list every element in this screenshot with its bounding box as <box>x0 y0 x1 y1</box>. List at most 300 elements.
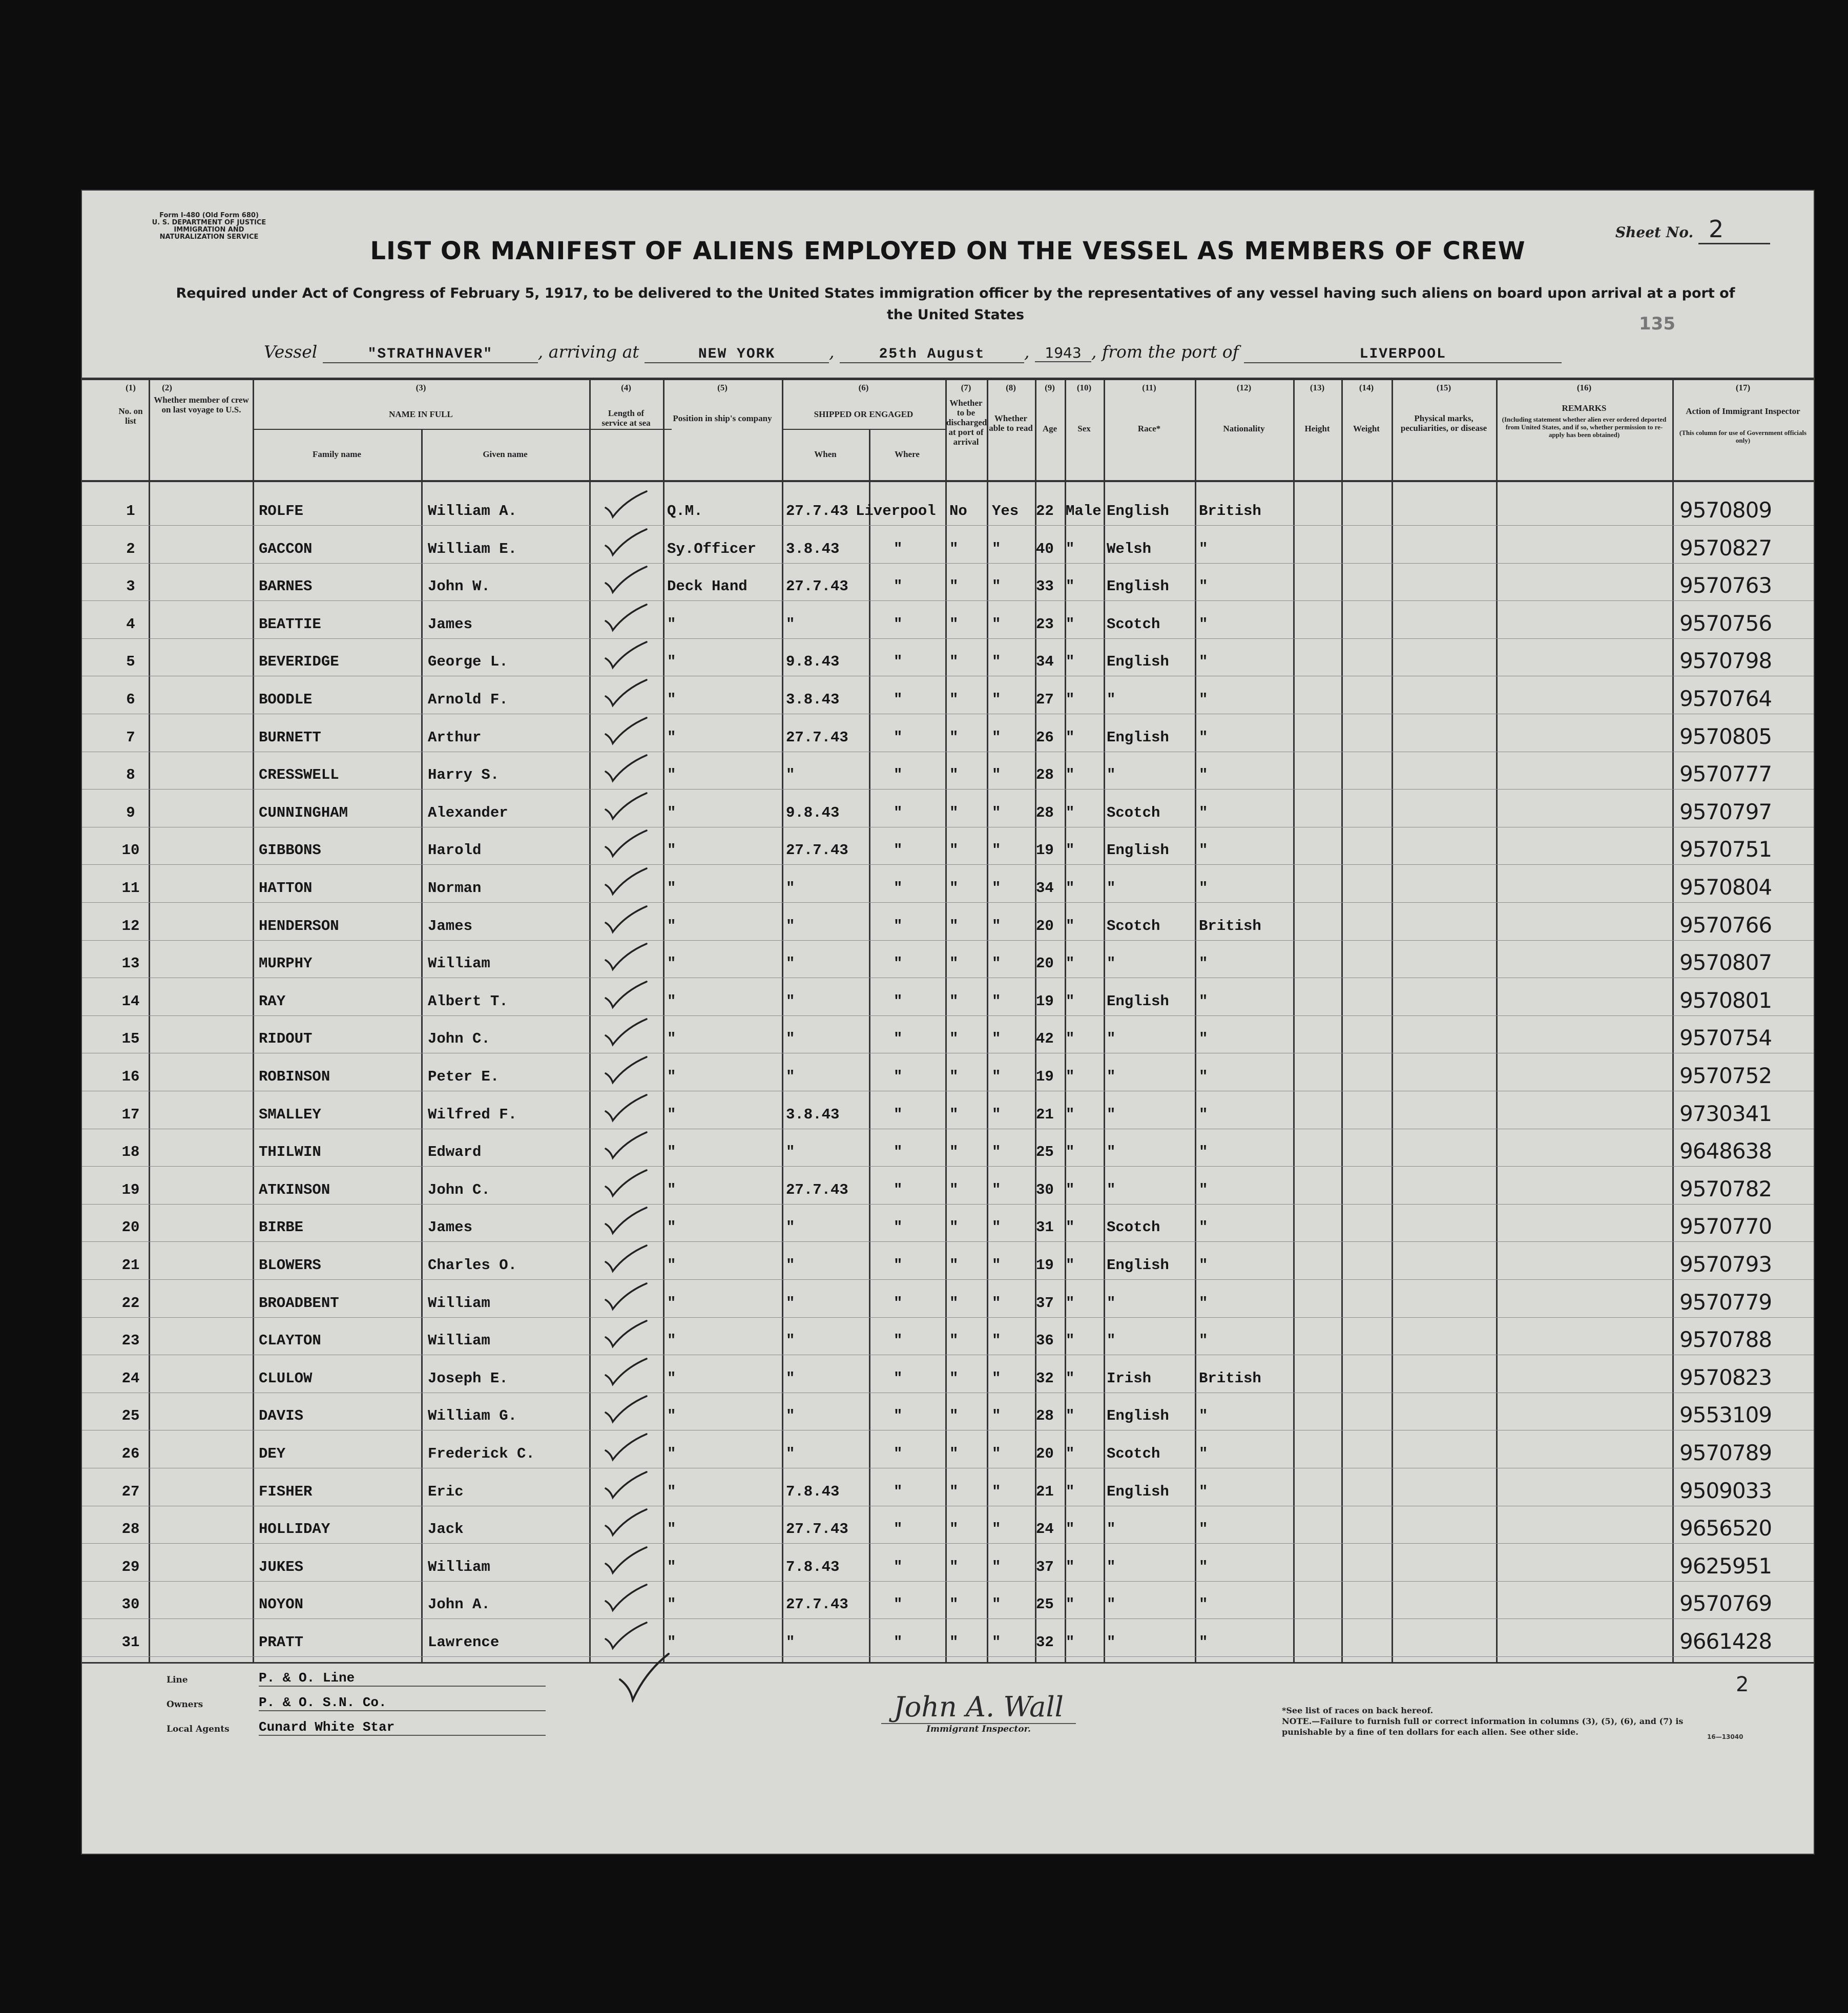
given-name: Jack <box>428 1521 464 1538</box>
age: 32 <box>1036 1634 1054 1651</box>
position: " <box>667 1257 676 1274</box>
to-be-discharged: " <box>949 1369 959 1387</box>
family-name: BROADBENT <box>259 1294 339 1312</box>
column-divider <box>149 378 150 1662</box>
vessel-label: Vessel <box>264 342 318 362</box>
table-row <box>82 684 1814 715</box>
table-row <box>82 533 1814 564</box>
position: Q.M. <box>667 503 703 520</box>
sex: " <box>1066 691 1075 708</box>
col-11-number: (11) <box>1142 383 1156 392</box>
shipped-when: 27.7.43 <box>786 503 848 520</box>
col-3-number: (3) <box>416 383 426 392</box>
to-be-discharged: " <box>949 1257 959 1274</box>
age: 42 <box>1036 1030 1054 1048</box>
vessel-name: "STRATHNAVER" <box>323 346 538 363</box>
row-number: 9 <box>126 804 135 821</box>
position: " <box>667 691 676 708</box>
from-label: , from the port of <box>1091 342 1239 362</box>
shipped-when: " <box>786 992 795 1010</box>
check-mark-icon <box>617 1651 674 1703</box>
position: " <box>667 1294 676 1312</box>
row-number: 23 <box>121 1332 140 1350</box>
row-number: 27 <box>121 1483 140 1500</box>
table-row <box>82 759 1814 790</box>
family-name: NOYON <box>259 1596 304 1613</box>
row-number: 12 <box>121 917 140 935</box>
table-row <box>82 1212 1814 1242</box>
able-to-read: " <box>992 1634 1001 1651</box>
age: 37 <box>1036 1558 1054 1575</box>
sex: " <box>1066 1407 1075 1425</box>
nationality: " <box>1199 1332 1208 1350</box>
to-be-discharged: " <box>949 1483 959 1500</box>
given-name: William <box>428 1332 490 1350</box>
inspector-action-number: 9570754 <box>1679 1025 1772 1051</box>
shipped-where: " <box>894 1521 903 1538</box>
col-7-label: Whether to be discharged at port of arrival <box>946 398 987 447</box>
table-row <box>82 910 1814 941</box>
row-number: 19 <box>121 1181 140 1198</box>
col-6-when-label: When <box>814 449 837 459</box>
col-3-label: NAME IN FULL <box>389 409 453 419</box>
department: U. S. DEPARTMENT OF JUSTICE <box>152 219 266 226</box>
table-row <box>82 1476 1814 1507</box>
table-row <box>82 609 1814 639</box>
table-row <box>82 1325 1814 1356</box>
able-to-read: " <box>992 1068 1001 1085</box>
shipped-when: 3.8.43 <box>786 691 840 708</box>
col-17-number: (17) <box>1735 383 1751 392</box>
check-mark-icon <box>599 1582 656 1613</box>
position: " <box>667 1068 676 1085</box>
sex: " <box>1066 1483 1075 1500</box>
race: English <box>1107 503 1169 520</box>
row-number: 20 <box>121 1219 140 1236</box>
check-mark-icon <box>599 677 656 709</box>
able-to-read: " <box>992 1030 1001 1048</box>
to-be-discharged: " <box>949 880 959 897</box>
check-mark-icon <box>599 752 656 784</box>
crew-table <box>82 378 1814 1662</box>
sex: " <box>1066 1294 1075 1312</box>
departure-port: LIVERPOOL <box>1244 346 1562 363</box>
table-row <box>82 1438 1814 1469</box>
position: " <box>667 955 676 972</box>
table-row <box>82 835 1814 865</box>
position: " <box>667 880 676 897</box>
race: English <box>1107 729 1169 746</box>
shipped-when: " <box>786 1634 795 1651</box>
nationality: British <box>1199 1369 1261 1387</box>
to-be-discharged: " <box>949 1181 959 1198</box>
column-divider <box>1496 378 1498 1662</box>
to-be-discharged: " <box>949 766 959 784</box>
family-name: ROLFE <box>259 503 304 520</box>
given-name: Lawrence <box>428 1634 500 1651</box>
to-be-discharged: " <box>949 1219 959 1236</box>
nationality: " <box>1199 1181 1208 1198</box>
age: 34 <box>1036 880 1054 897</box>
col-5-number: (5) <box>717 383 728 392</box>
position: " <box>667 1483 676 1500</box>
age: 26 <box>1036 729 1054 746</box>
position: " <box>667 615 676 633</box>
shipped-where: " <box>894 804 903 821</box>
shipped-when: " <box>786 955 795 972</box>
table-row <box>82 1589 1814 1620</box>
to-be-discharged: " <box>949 917 959 935</box>
shipped-where: " <box>894 1558 903 1575</box>
table-row <box>82 1551 1814 1582</box>
position: " <box>667 729 676 746</box>
column-divider <box>987 378 988 1662</box>
family-name: CUNNINGHAM <box>259 804 348 821</box>
position: " <box>667 1558 676 1575</box>
age: 28 <box>1036 1407 1054 1425</box>
age: 24 <box>1036 1521 1054 1538</box>
able-to-read: " <box>992 1407 1001 1425</box>
age: 25 <box>1036 1144 1054 1161</box>
shipped-when: 27.7.43 <box>786 1181 848 1198</box>
nationality: British <box>1199 917 1261 935</box>
shipped-where: " <box>894 1596 903 1613</box>
col-12-label: Nationality <box>1223 424 1265 433</box>
able-to-read: " <box>992 1144 1001 1161</box>
shipped-when: 9.8.43 <box>786 653 840 671</box>
col-16-sublabel: (Including statement whether alien ever ordered deported from United States, and if so, whether permission to re-apply has been obtained) <box>1502 416 1667 439</box>
given-name: Frederick C. <box>428 1445 535 1462</box>
race: " <box>1107 880 1116 897</box>
check-mark-icon <box>599 564 656 595</box>
inspector-action-number: 9570805 <box>1679 723 1772 749</box>
sex: " <box>1066 880 1075 897</box>
table-row <box>82 1363 1814 1394</box>
position: " <box>667 1407 676 1425</box>
agents-label: Local Agents <box>167 1724 230 1734</box>
check-mark-icon <box>599 1506 656 1538</box>
footnote <box>1282 1705 1712 1737</box>
inspector-action-number: 9625951 <box>1679 1553 1772 1579</box>
to-be-discharged: " <box>949 653 959 671</box>
row-number: 31 <box>121 1634 140 1651</box>
family-name: PRATT <box>259 1634 304 1651</box>
able-to-read: " <box>992 578 1001 595</box>
table-row <box>82 722 1814 753</box>
row-number: 10 <box>121 842 140 859</box>
given-name: Alexander <box>428 804 508 821</box>
able-to-read: " <box>992 691 1001 708</box>
given-name: Eric <box>428 1483 464 1500</box>
col-11-label: Race* <box>1137 424 1161 433</box>
arrival-year: 1943 <box>1035 344 1091 362</box>
table-row <box>82 948 1814 979</box>
able-to-read: " <box>992 1483 1001 1500</box>
inspector-action-number: 9570766 <box>1679 912 1772 938</box>
shipped-when: 7.8.43 <box>786 1558 840 1575</box>
to-be-discharged: " <box>949 578 959 595</box>
col-14-label: Weight <box>1353 424 1380 433</box>
family-name: THILWIN <box>259 1144 321 1161</box>
family-name: BARNES <box>259 578 313 595</box>
age: 25 <box>1036 1596 1054 1613</box>
position: " <box>667 804 676 821</box>
shipped-where: " <box>894 578 903 595</box>
shipped-when: 3.8.43 <box>786 1106 840 1123</box>
page-mark: 2 <box>1736 1673 1749 1696</box>
age: 19 <box>1036 992 1054 1010</box>
to-be-discharged: " <box>949 1445 959 1462</box>
nationality: " <box>1199 653 1208 671</box>
to-be-discharged: " <box>949 1634 959 1651</box>
sex: " <box>1066 917 1075 935</box>
shipped-where: " <box>894 1219 903 1236</box>
given-name: James <box>428 917 473 935</box>
table-row <box>82 1627 1814 1657</box>
sex: " <box>1066 955 1075 972</box>
table-top-rule <box>82 378 1814 380</box>
col-10-label: Sex <box>1077 424 1091 433</box>
row-number: 7 <box>126 729 135 746</box>
age: 23 <box>1036 615 1054 633</box>
sex: " <box>1066 842 1075 859</box>
row-number: 30 <box>121 1596 140 1613</box>
race: " <box>1107 1030 1116 1048</box>
shipped-where: " <box>894 842 903 859</box>
position: " <box>667 842 676 859</box>
race: Scotch <box>1107 917 1160 935</box>
able-to-read: " <box>992 1369 1001 1387</box>
row-number: 11 <box>121 880 140 897</box>
position: " <box>667 1445 676 1462</box>
row-number: 29 <box>121 1558 140 1575</box>
shipped-when: 27.7.43 <box>786 729 848 746</box>
col-4-label: Length of service at sea <box>601 408 651 428</box>
shipped-when: " <box>786 766 795 784</box>
column-divider <box>1065 378 1066 1662</box>
family-name: JUKES <box>259 1558 304 1575</box>
nationality: " <box>1199 1483 1208 1500</box>
column-divider <box>945 378 947 1662</box>
shipped-where: " <box>894 1483 903 1500</box>
column-divider <box>1035 378 1036 1662</box>
shipped-when: " <box>786 1257 795 1274</box>
nationality: " <box>1199 1257 1208 1274</box>
name-subheader-rule <box>253 429 672 430</box>
inspector-action-number: 9570756 <box>1679 610 1772 636</box>
shipped-when: " <box>786 917 795 935</box>
shipped-when: " <box>786 1445 795 1462</box>
age: 21 <box>1036 1106 1054 1123</box>
check-mark-icon <box>599 941 656 972</box>
age: 34 <box>1036 653 1054 671</box>
able-to-read: " <box>992 729 1001 746</box>
family-name: GACCON <box>259 540 313 557</box>
stamp-number: 135 <box>1639 314 1675 334</box>
race: Scotch <box>1107 804 1160 821</box>
given-name: Joseph E. <box>428 1369 508 1387</box>
able-to-read: " <box>992 1181 1001 1198</box>
table-row <box>82 1099 1814 1130</box>
col-3-family-label: Family name <box>313 449 361 459</box>
given-name: William A. <box>428 503 517 520</box>
race: " <box>1107 1521 1116 1538</box>
given-name: William <box>428 955 490 972</box>
position: " <box>667 1596 676 1613</box>
position: " <box>667 1332 676 1350</box>
col-5-label: Position in ship's company <box>673 413 772 423</box>
nationality: " <box>1199 842 1208 859</box>
to-be-discharged: " <box>949 1068 959 1085</box>
able-to-read: " <box>992 1257 1001 1274</box>
position: " <box>667 766 676 784</box>
sex: " <box>1066 1558 1075 1575</box>
shipped-where: " <box>894 1407 903 1425</box>
given-name: William <box>428 1294 490 1312</box>
column-divider <box>1104 378 1105 1662</box>
nationality: " <box>1199 766 1208 784</box>
table-row <box>82 1174 1814 1205</box>
able-to-read: " <box>992 992 1001 1010</box>
check-mark-icon <box>599 1092 656 1124</box>
sheet-label: Sheet No. <box>1615 224 1694 241</box>
shipped-where: " <box>894 955 903 972</box>
row-number: 25 <box>121 1407 140 1425</box>
race: " <box>1107 1634 1116 1651</box>
shipped-when: " <box>786 1219 795 1236</box>
nationality: " <box>1199 880 1208 897</box>
nationality: " <box>1199 1030 1208 1048</box>
able-to-read: " <box>992 1445 1001 1462</box>
family-name: CRESSWELL <box>259 766 339 784</box>
given-name: George L. <box>428 653 508 671</box>
table-row <box>82 646 1814 677</box>
age: 19 <box>1036 1068 1054 1085</box>
nationality: " <box>1199 691 1208 708</box>
footnote-races: *See list of races on back hereof. <box>1282 1706 1434 1715</box>
shipped-where: " <box>894 1030 903 1048</box>
to-be-discharged: " <box>949 1407 959 1425</box>
given-name: John C. <box>428 1181 490 1198</box>
check-mark-icon <box>599 1242 656 1274</box>
family-name: MURPHY <box>259 955 313 972</box>
shipped-when: 27.7.43 <box>786 578 848 595</box>
given-name: Wilfred F. <box>428 1106 517 1123</box>
inspector-action-number: 9570827 <box>1679 535 1772 561</box>
sex: " <box>1066 540 1075 557</box>
able-to-read: " <box>992 842 1001 859</box>
col-9-number: (9) <box>1045 383 1055 392</box>
row-number: 28 <box>121 1521 140 1538</box>
form-code: 16—13040 <box>1707 1733 1743 1740</box>
inspector-action-number: 9648638 <box>1679 1138 1772 1164</box>
able-to-read: " <box>992 917 1001 935</box>
voyage-line: Vessel "STRATHNAVER" , arriving at NEW YORK , 25th August , 1943 , from the port of LIVERPOOL <box>264 342 1562 363</box>
sex: " <box>1066 1596 1075 1613</box>
race: English <box>1107 1257 1169 1274</box>
race: " <box>1107 1596 1116 1613</box>
position: " <box>667 1181 676 1198</box>
inspector-action-number: 9570797 <box>1679 799 1772 824</box>
race: English <box>1107 992 1169 1010</box>
column-divider <box>1195 378 1196 1662</box>
sex: " <box>1066 1181 1075 1198</box>
race: " <box>1107 1332 1116 1350</box>
family-name: CLAYTON <box>259 1332 321 1350</box>
row-number: 4 <box>126 615 135 633</box>
shipped-when: " <box>786 1294 795 1312</box>
col-15-label: Physical marks, peculiarities, or disease <box>1400 413 1487 433</box>
shipped-where: " <box>894 1106 903 1123</box>
shipped-where: " <box>894 615 903 633</box>
sex: " <box>1066 1521 1075 1538</box>
age: 20 <box>1036 1445 1054 1462</box>
family-name: RIDOUT <box>259 1030 313 1048</box>
inspector-action-number: 9570763 <box>1679 573 1772 598</box>
nationality: " <box>1199 804 1208 821</box>
age: 31 <box>1036 1219 1054 1236</box>
sex: " <box>1066 766 1075 784</box>
row-number: 13 <box>121 955 140 972</box>
to-be-discharged: " <box>949 804 959 821</box>
race: " <box>1107 1181 1116 1198</box>
position: " <box>667 1144 676 1161</box>
age: 32 <box>1036 1369 1054 1387</box>
to-be-discharged: " <box>949 1294 959 1312</box>
col-8-label: Whether able to read <box>989 413 1033 433</box>
able-to-read: " <box>992 804 1001 821</box>
shipped-subheader-rule <box>782 429 945 430</box>
race: English <box>1107 1407 1169 1425</box>
inspector-action-number: 9570764 <box>1679 686 1772 711</box>
race: Scotch <box>1107 1445 1160 1462</box>
sex: " <box>1066 1030 1075 1048</box>
shipped-where: " <box>894 1332 903 1350</box>
col-7-number: (7) <box>961 383 971 392</box>
column-divider <box>1341 378 1343 1662</box>
race: Scotch <box>1107 615 1160 633</box>
inspector-action-number: 9570798 <box>1679 648 1772 674</box>
column-divider <box>253 378 254 1662</box>
shipped-when: 27.7.43 <box>786 1521 848 1538</box>
to-be-discharged: " <box>949 615 959 633</box>
given-name: Harold <box>428 842 482 859</box>
able-to-read: " <box>992 1219 1001 1236</box>
table-row <box>82 1250 1814 1280</box>
to-be-discharged: " <box>949 1144 959 1161</box>
given-name: Arthur <box>428 729 482 746</box>
age: 20 <box>1036 955 1054 972</box>
col-2-label: Whether member of crew on last voyage to U.S. <box>154 395 249 414</box>
row-number: 16 <box>121 1068 140 1085</box>
shipped-where: " <box>894 1445 903 1462</box>
race: Welsh <box>1107 540 1152 557</box>
inspector-action-number: 9570777 <box>1679 761 1772 787</box>
row-number: 1 <box>126 503 135 520</box>
able-to-read: " <box>992 880 1001 897</box>
able-to-read: " <box>992 653 1001 671</box>
check-mark-icon <box>599 526 656 558</box>
table-row <box>82 1061 1814 1092</box>
shipped-where: " <box>894 1257 903 1274</box>
given-name: Arnold F. <box>428 691 508 708</box>
nationality: " <box>1199 1521 1208 1538</box>
able-to-read: " <box>992 1521 1001 1538</box>
race: " <box>1107 1144 1116 1161</box>
col-1-label: No. on list <box>118 406 143 426</box>
col-2-number: (2) <box>162 383 172 392</box>
nationality: " <box>1199 1219 1208 1236</box>
